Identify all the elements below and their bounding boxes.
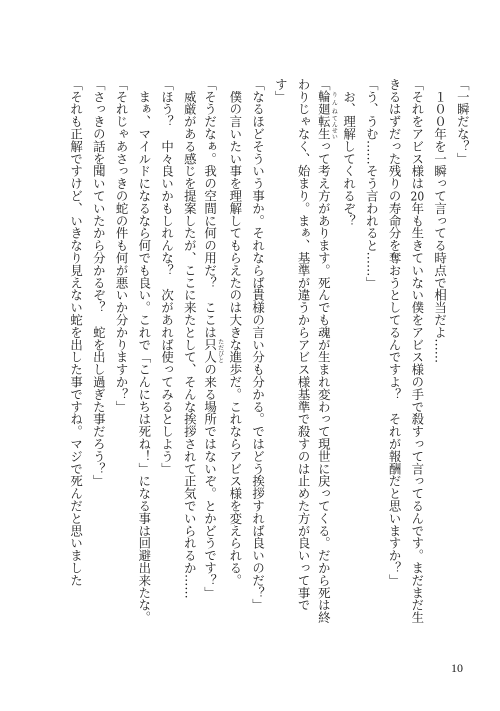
ruby-reading: りんね xyxy=(330,90,338,116)
ruby-base: 転生 xyxy=(316,115,332,141)
ruby-reading: てんせい xyxy=(330,115,338,141)
vertical-text-line: 「う、うむ……そう言われると……」 xyxy=(364,78,380,289)
ruby-annotation xyxy=(316,115,338,141)
text-segment: 「それをアビス様は xyxy=(409,78,425,190)
vertical-text-line: 僕の言いたい事を理解してもらえたのは大きな進歩だ。これならアビス様を変えられる。 xyxy=(227,78,243,587)
ruby-annotation xyxy=(202,338,224,364)
vertical-text-line: まぁ、マイルドになるなら何でも良い。これで「こんにちは死ね！」になる事は回避出来たな。 xyxy=(136,78,152,624)
text-segment: の来る場所ではないぞ。とかどうです？」 xyxy=(202,363,218,599)
vertical-text-line: 「一瞬だな？」 xyxy=(455,78,471,165)
vertical-text-line: 「なるほどそういう事か。それならば貴様の言い分も分かる。ではどう挨拶すれば良いのだ？」 xyxy=(250,78,266,612)
text-segment: 「そうだなぁ。我の空間に何の用だ？ ここは xyxy=(202,78,218,339)
vertical-text-line xyxy=(405,78,428,648)
page-number: 10 xyxy=(451,661,463,675)
text-segment: って考え方があります。死んでも魂が生まれ変わって現世に戻ってくる。だから死は終 xyxy=(316,140,332,624)
text-segment: 「 xyxy=(316,78,332,91)
ruby-reading: ただびと xyxy=(216,338,224,364)
vertical-text-line: 「ほう？ 中々良いかもしれんな？ 次があれば使ってみるとしよう」 xyxy=(159,78,175,475)
vertical-text-line xyxy=(314,78,337,648)
text-segment: 年も生きていない僕をアビス様の手で殺すって言ってるんです。まだまだ生 xyxy=(409,202,425,624)
vertical-text-line: 「さっきの話を聞いていたから分かるぞ？ 蛇を出し過ぎた事だろう？」 xyxy=(91,78,107,488)
vertical-text-line: 「それも正解ですけど、いきなり見えない蛇を出した事ですね。マジで死んだと思いました xyxy=(68,78,84,587)
vertical-text-line: 「それじゃあさっきの蛇の件も何が悪いか分かりますか？」 xyxy=(114,78,130,413)
vertical-text-line: １００年を一瞬って言ってる時点で相当だよ…… xyxy=(432,78,448,364)
vertical-text-line: お、理解してくれるぞ？ xyxy=(341,78,357,227)
ruby-base: 輪廻 xyxy=(316,90,332,116)
ruby-annotation xyxy=(316,90,338,116)
vertical-text-line xyxy=(200,78,223,648)
vertical-text-line: す」 xyxy=(273,78,289,103)
vertical-text-line: 威厳がある感じを提案したが、ここに来たとして、そんな挨拶されて正気でいられるか…… xyxy=(182,78,198,599)
vertical-text-line: わりじゃなく、始まり。まぁ、基準が違うからアビス様基準で殺すのは止めた方が良いって事で xyxy=(296,78,312,612)
vertical-text-line: きるはずだった残りの寿命分を奪おうとしてるんですよ？ それが報酬だと思いますか？」 xyxy=(387,78,403,587)
tate-chu-yoko-number: 20 xyxy=(410,189,425,203)
ruby-base: 只人 xyxy=(202,338,218,364)
